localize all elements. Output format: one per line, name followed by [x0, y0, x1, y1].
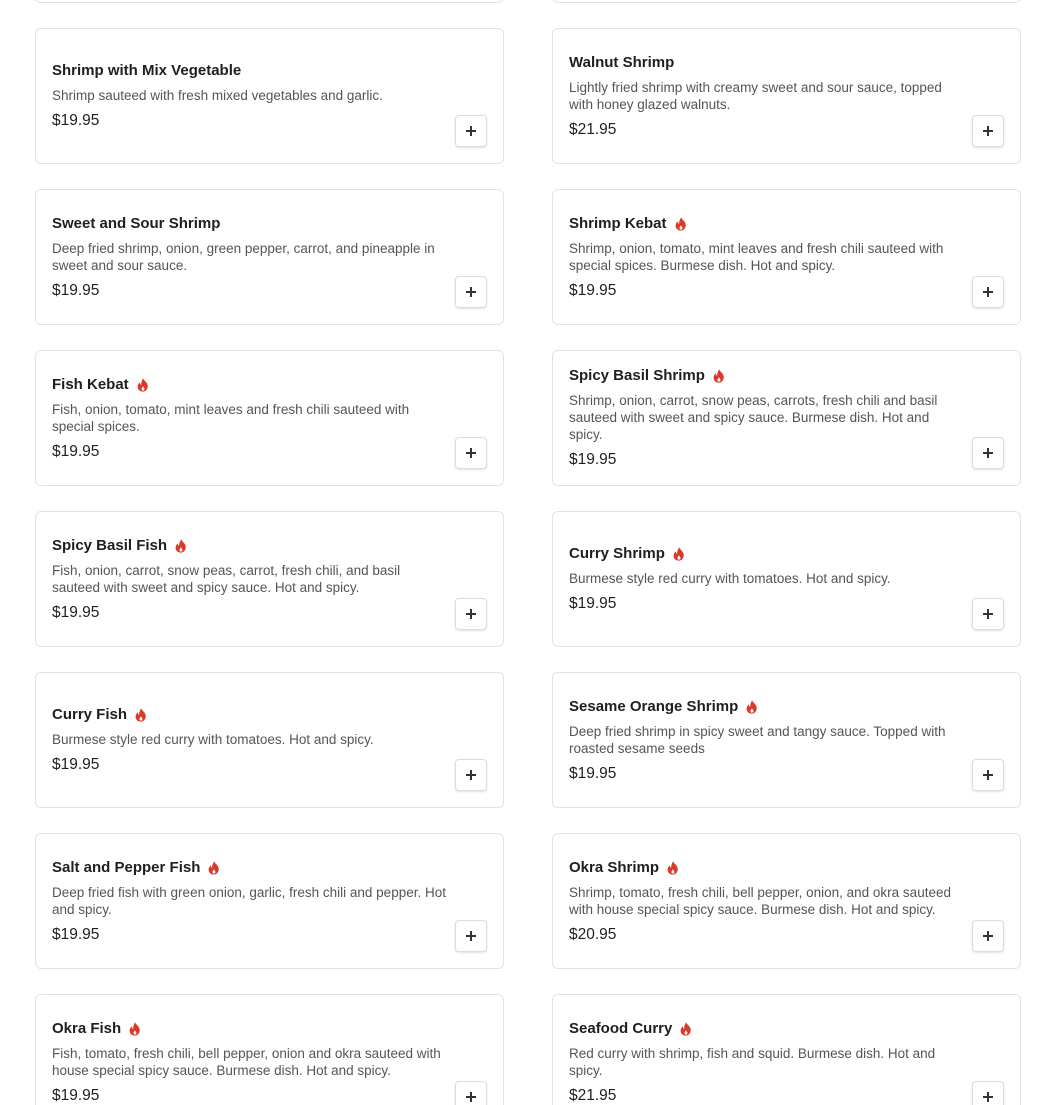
menu-item-card[interactable] — [552, 994, 1021, 1105]
menu-item-header — [52, 536, 447, 556]
add-to-cart-button[interactable] — [972, 1081, 1004, 1105]
menu-item-name: Curry Shrimp — [569, 545, 665, 562]
menu-item-description: Burmese style red curry with tomatoes. Hot and spicy. — [569, 571, 891, 586]
menu-item-description: Shrimp, onion, tomato, mint leaves and fresh chili sauteed with special spices. Burmese dish. Hot and spicy. — [569, 240, 944, 273]
add-to-cart-button[interactable] — [972, 759, 1004, 791]
plus-icon — [466, 770, 476, 780]
menu-item-name: Seafood Curry — [569, 1019, 673, 1037]
spicy-flame-icon — [667, 861, 679, 875]
menu-item-description: Red curry with shrimp, fish and squid. Burmese dish. Hot and spicy. — [569, 1045, 936, 1078]
menu-item-header — [569, 544, 964, 564]
plus-icon — [983, 448, 993, 458]
menu-item-name: Sweet and Sour Shrimp — [52, 214, 221, 232]
add-to-cart-button[interactable] — [972, 115, 1004, 147]
menu-item-card[interactable] — [35, 0, 504, 3]
menu-item-header — [569, 1019, 964, 1039]
add-to-cart-button[interactable] — [972, 598, 1004, 630]
plus-icon — [983, 770, 993, 780]
menu-item-description: Shrimp, onion, carrot, snow peas, carrots, fresh chili and basil sauteed with sweet and spicy sauce. Burmese dish. Hot and spicy. — [569, 393, 938, 442]
menu-item-card[interactable] — [35, 28, 504, 164]
plus-icon — [466, 609, 476, 619]
menu-item-card[interactable] — [552, 28, 1021, 164]
plus-icon — [466, 931, 476, 941]
menu-item-card[interactable] — [35, 350, 504, 486]
menu-item-card[interactable] — [552, 189, 1021, 325]
add-to-cart-button[interactable] — [455, 437, 487, 469]
menu-item-header — [569, 366, 964, 386]
menu-item-card[interactable] — [552, 511, 1021, 647]
menu-item-price: $19.95 — [569, 764, 617, 782]
menu-grid — [35, 0, 1021, 1105]
add-to-cart-button[interactable] — [455, 920, 487, 952]
spicy-flame-icon — [129, 1022, 141, 1036]
menu-item-description: Deep fried fish with green onion, garlic, fresh chili and pepper. Hot and spicy. — [52, 884, 446, 917]
plus-icon — [466, 448, 476, 458]
menu-item-price: $19.95 — [52, 442, 100, 460]
plus-icon — [983, 1092, 993, 1102]
menu-item-name: Spicy Basil Shrimp — [569, 367, 705, 384]
menu-item-header — [52, 705, 447, 725]
menu-item-name: Walnut Shrimp — [569, 53, 675, 71]
add-to-cart-button[interactable] — [455, 598, 487, 630]
menu-item-card[interactable] — [35, 511, 504, 647]
menu-item-card[interactable] — [35, 994, 504, 1105]
menu-item-header — [569, 53, 964, 73]
plus-icon — [983, 931, 993, 941]
plus-icon — [466, 1092, 476, 1102]
menu-item-description: Fish, onion, tomato, mint leaves and fresh chili sauteed with special spices. — [52, 401, 410, 434]
menu-item-description: Fish, onion, carrot, snow peas, carrot, fresh chili, and basil sauteed with sweet and spicy sauce. Hot and spicy. — [52, 562, 401, 595]
menu-item-card[interactable] — [35, 833, 504, 969]
menu-item-card[interactable] — [552, 672, 1021, 808]
add-to-cart-button[interactable] — [972, 920, 1004, 952]
add-to-cart-button[interactable] — [455, 276, 487, 308]
menu-item-name: Salt and Pepper Fish — [52, 858, 201, 876]
menu-item-price: $19.95 — [52, 925, 100, 943]
menu-item-description: Shrimp sauteed with fresh mixed vegetables and garlic. — [52, 88, 383, 103]
menu-item-price: $21.95 — [569, 1086, 617, 1104]
spicy-flame-icon — [680, 1022, 692, 1036]
menu-item-header — [52, 858, 447, 878]
add-to-cart-button[interactable] — [455, 759, 487, 791]
menu-item-name: Spicy Basil Fish — [52, 536, 168, 554]
menu-item-name: Shrimp with Mix Vegetable — [52, 62, 242, 79]
menu-item-price: $19.95 — [52, 756, 100, 773]
plus-icon — [983, 126, 993, 136]
menu-item-name: Shrimp Kebat — [569, 214, 667, 232]
spicy-flame-icon — [175, 539, 187, 553]
menu-item-header — [569, 697, 964, 717]
menu-item-card[interactable] — [552, 833, 1021, 969]
menu-item-description: Fish, tomato, fresh chili, bell pepper, onion and okra sauteed with house special spicy sauce. Burmese dish. Hot and spicy. — [52, 1045, 441, 1078]
add-to-cart-button[interactable] — [972, 276, 1004, 308]
menu-item-name: Fish Kebat — [52, 375, 129, 393]
menu-item-description: Deep fried shrimp, onion, green pepper, carrot, and pineapple in sweet and sour sauce. — [52, 240, 435, 273]
plus-icon — [466, 126, 476, 136]
spicy-flame-icon — [673, 547, 685, 561]
menu-item-price: $19.95 — [569, 281, 617, 299]
plus-icon — [983, 287, 993, 297]
menu-item-price: $21.95 — [569, 120, 617, 138]
menu-item-header — [569, 214, 964, 234]
spicy-flame-icon — [208, 861, 220, 875]
spicy-flame-icon — [746, 700, 758, 714]
plus-icon — [983, 609, 993, 619]
menu-item-price: $19.95 — [52, 1086, 100, 1104]
menu-item-price: $19.95 — [569, 451, 617, 468]
menu-item-description: Shrimp, tomato, fresh chili, bell pepper, onion, and okra sauteed with house special spicy sauce. Burmese dish. Hot and spicy. — [569, 884, 951, 917]
menu-item-card[interactable] — [552, 0, 1021, 3]
menu-item-name: Okra Fish — [52, 1019, 122, 1037]
spicy-flame-icon — [137, 378, 149, 392]
menu-item-price: $19.95 — [569, 595, 617, 612]
menu-item-description: Lightly fried shrimp with creamy sweet and sour sauce, topped with honey glazed walnuts. — [569, 79, 942, 112]
menu-item-card[interactable] — [35, 189, 504, 325]
spicy-flame-icon — [713, 369, 725, 383]
add-to-cart-button[interactable] — [972, 437, 1004, 469]
menu-item-price: $20.95 — [569, 925, 617, 943]
menu-item-header — [52, 61, 447, 81]
menu-item-price: $19.95 — [52, 112, 100, 129]
menu-item-card[interactable] — [35, 672, 504, 808]
menu-item-name: Okra Shrimp — [569, 858, 660, 876]
plus-icon — [466, 287, 476, 297]
menu-item-description: Deep fried shrimp in spicy sweet and tangy sauce. Topped with roasted sesame seeds — [569, 723, 946, 756]
menu-item-description: Burmese style red curry with tomatoes. Hot and spicy. — [52, 732, 374, 747]
menu-item-card[interactable] — [552, 350, 1021, 486]
spicy-flame-icon — [135, 708, 147, 722]
add-to-cart-button[interactable] — [455, 115, 487, 147]
menu-item-name: Sesame Orange Shrimp — [569, 697, 739, 715]
menu-item-price: $19.95 — [52, 281, 100, 299]
menu-item-name: Curry Fish — [52, 706, 128, 723]
menu-item-header — [52, 214, 447, 234]
menu-item-header — [569, 858, 964, 878]
menu-item-header — [52, 375, 447, 395]
menu-item-header — [52, 1019, 447, 1039]
spicy-flame-icon — [675, 217, 687, 231]
menu-item-price: $19.95 — [52, 603, 100, 621]
add-to-cart-button[interactable] — [455, 1081, 487, 1105]
